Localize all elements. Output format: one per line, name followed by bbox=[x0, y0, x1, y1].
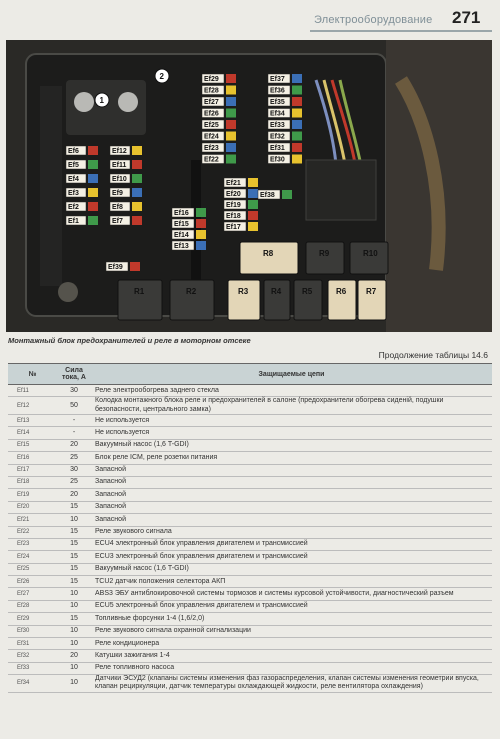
fuse-label-ef10: Ef10 bbox=[112, 176, 127, 183]
table-row bbox=[8, 397, 492, 415]
relay-r2-body bbox=[170, 280, 214, 320]
fuse-current: 10 bbox=[57, 638, 91, 650]
table-row bbox=[8, 563, 492, 575]
table-row bbox=[8, 385, 492, 397]
relay-r8-body bbox=[240, 242, 298, 274]
fuse-circuits: TCU2 датчик положения селектора АКП bbox=[91, 576, 492, 588]
fuse-circuits: ECU5 электронный блок управления двигателем и трансмиссией bbox=[91, 600, 492, 612]
fuse-circuits: Не используется bbox=[91, 427, 492, 439]
fuse-label-ef29: Ef29 bbox=[204, 76, 219, 83]
fuse-label-ef37: Ef37 bbox=[270, 76, 285, 83]
fuse-current: 20 bbox=[57, 650, 91, 662]
fuse-circuits: Вакуумный насос (1,6 T-GDI) bbox=[91, 563, 492, 575]
table-header-row bbox=[8, 364, 492, 385]
fuse-label-ef30: Ef30 bbox=[270, 156, 285, 164]
table-row bbox=[8, 675, 492, 693]
fuse-circuits: Реле звукового сигнала bbox=[91, 526, 492, 538]
header-circuits: Защищаемые цепи bbox=[91, 364, 492, 385]
table-continuation: Продолжение таблицы 14.6 bbox=[378, 350, 488, 360]
relay-r5-body bbox=[294, 280, 322, 320]
table-row bbox=[8, 514, 492, 526]
fuse-label-ef35: Ef35 bbox=[270, 99, 285, 106]
relay-r9-body bbox=[306, 242, 344, 274]
fuse-circuits: Реле топливного насоса bbox=[91, 662, 492, 674]
fuse-number: Ef14 bbox=[8, 427, 57, 439]
fuse-label-ef27-fuse bbox=[226, 97, 236, 106]
fuse-label-ef18: Ef18 bbox=[226, 213, 241, 220]
fuse-number: Ef30 bbox=[8, 625, 57, 637]
fuse-current: 25 bbox=[57, 476, 91, 488]
fuse-label-ef3: Ef3 bbox=[68, 190, 79, 197]
fuse-number: Ef20 bbox=[8, 501, 57, 513]
fuse-label-ef12-fuse bbox=[132, 146, 142, 155]
relay-r3-body bbox=[228, 280, 260, 320]
fuse-number: Ef24 bbox=[8, 551, 57, 563]
fuse-label-ef33: Ef33 bbox=[270, 122, 285, 129]
fuse-current: 10 bbox=[57, 588, 91, 600]
fuse-label-ef20: Ef20 bbox=[226, 191, 241, 198]
fuse-circuits: Запасной bbox=[91, 489, 492, 501]
fuse-label-ef6: Ef6 bbox=[68, 148, 79, 155]
fuse-label-ef11-fuse bbox=[132, 160, 142, 169]
fuse-table-body bbox=[8, 385, 492, 693]
fuse-label-ef5: Ef5 bbox=[68, 162, 79, 169]
fuse-current: 30 bbox=[57, 464, 91, 476]
fuse-circuits: Реле кондиционера bbox=[91, 638, 492, 650]
fuse-circuits: Датчики ЭСУД2 (клапаны системы изменения фаз газораспределения, клапан системы изменения геометрии впуска, клапан рециркуляции, датчик температуры охлаждающей жидкости, реле вентилятора охлаждения) bbox=[91, 675, 492, 693]
fuse-label-ef38: Ef38 bbox=[260, 192, 275, 199]
fuse-table bbox=[8, 363, 492, 693]
fuse-label-ef9-fuse bbox=[132, 188, 142, 197]
table-row bbox=[8, 650, 492, 662]
fuse-current: - bbox=[57, 427, 91, 439]
page-header bbox=[0, 0, 500, 36]
fuse-label-ef23-fuse bbox=[226, 143, 236, 152]
fuse-current: 20 bbox=[57, 439, 91, 451]
fuse-circuits: Топливные форсунки 1-4 (1,6/2,0) bbox=[91, 613, 492, 625]
fuse-number: Ef18 bbox=[8, 476, 57, 488]
fuse-number: Ef31 bbox=[8, 638, 57, 650]
fuse-label-ef6-fuse bbox=[88, 146, 98, 155]
fuse-label-ef22: Ef22 bbox=[204, 156, 219, 164]
fuse-label-ef9: Ef9 bbox=[112, 190, 123, 197]
fuse-label-ef38-fuse bbox=[282, 190, 292, 199]
fuse-label-ef22-fuse bbox=[226, 155, 236, 164]
fuse-label-ef29-fuse bbox=[226, 74, 236, 83]
fuse-circuits: Не используется bbox=[91, 414, 492, 426]
fuse-number: Ef15 bbox=[8, 439, 57, 451]
table-row bbox=[8, 452, 492, 464]
fuse-number: Ef23 bbox=[8, 538, 57, 550]
fuse-number: Ef29 bbox=[8, 613, 57, 625]
fuse-current: 10 bbox=[57, 662, 91, 674]
relay-r9: R9 bbox=[319, 249, 330, 258]
fuse-label-ef13: Ef13 bbox=[174, 243, 189, 250]
fuse-label-ef27: Ef27 bbox=[204, 99, 219, 106]
callout-2: 2 bbox=[159, 72, 164, 81]
table-row bbox=[8, 613, 492, 625]
relay-r4-body bbox=[264, 280, 290, 320]
fuse-current: 15 bbox=[57, 538, 91, 550]
fuse-label-ef31: Ef31 bbox=[270, 145, 285, 152]
header-no: № bbox=[8, 364, 57, 385]
photo-caption: Монтажный блок предохранителей и реле в моторном отсеке bbox=[8, 336, 251, 345]
relay-r8: R8 bbox=[263, 249, 274, 258]
table-row bbox=[8, 414, 492, 426]
fuse-label-ef28: Ef28 bbox=[204, 87, 219, 95]
fuse-label-ef39-fuse bbox=[130, 262, 140, 271]
fuse-label-ef31-fuse bbox=[292, 143, 302, 152]
fuse-label-ef12: Ef12 bbox=[112, 148, 127, 155]
fuse-label-ef14: Ef14 bbox=[174, 232, 189, 239]
fuse-number: Ef17 bbox=[8, 464, 57, 476]
fuse-label-ef17: Ef17 bbox=[226, 224, 241, 231]
fuse-circuits: ABS3 ЭБУ антиблокировочной системы тормозов и системы курсовой устойчивости, диагностический разъем bbox=[91, 588, 492, 600]
fuse-label-ef15: Ef15 bbox=[174, 221, 189, 228]
table-row bbox=[8, 464, 492, 476]
fuse-label-ef4: Ef4 bbox=[68, 176, 79, 183]
fuse-label-ef34-fuse bbox=[292, 109, 302, 118]
table-row bbox=[8, 427, 492, 439]
fuse-number: Ef26 bbox=[8, 576, 57, 588]
table-row bbox=[8, 489, 492, 501]
fuse-circuits: Запасной bbox=[91, 514, 492, 526]
relay-r2: R2 bbox=[186, 287, 197, 296]
fuse-number: Ef28 bbox=[8, 600, 57, 612]
fuse-label-ef25: Ef25 bbox=[204, 122, 219, 129]
table-row bbox=[8, 625, 492, 637]
fuse-label-ef1: Ef1 bbox=[68, 218, 79, 225]
fuse-label-ef36-fuse bbox=[292, 86, 302, 95]
fuse-circuits: Реле электрообогрева заднего стекла bbox=[91, 385, 492, 397]
fuse-label-ef21-fuse bbox=[248, 178, 258, 187]
fuse-box-illustration bbox=[6, 40, 492, 332]
fuse-label-ef25-fuse bbox=[226, 120, 236, 129]
fuse-label-ef28-fuse bbox=[226, 86, 236, 95]
fuse-label-ef24: Ef24 bbox=[204, 133, 219, 141]
relay-r1-body bbox=[118, 280, 162, 320]
fuse-label-ef16: Ef16 bbox=[174, 210, 189, 217]
fuse-label-ef24-fuse bbox=[226, 132, 236, 141]
fuse-current: 15 bbox=[57, 563, 91, 575]
fuse-current: 15 bbox=[57, 501, 91, 513]
fuse-number: Ef13 bbox=[8, 414, 57, 426]
relay-r10-body bbox=[350, 242, 388, 274]
fuse-current: 20 bbox=[57, 489, 91, 501]
fuse-number: Ef21 bbox=[8, 514, 57, 526]
fuse-label-ef35-fuse bbox=[292, 97, 302, 106]
table-row bbox=[8, 501, 492, 513]
fuse-current: 50 bbox=[57, 397, 91, 415]
fuse-label-ef16-fuse bbox=[196, 208, 206, 217]
fuse-number: Ef33 bbox=[8, 662, 57, 674]
table-row bbox=[8, 526, 492, 538]
table-row bbox=[8, 588, 492, 600]
fuse-current: 15 bbox=[57, 551, 91, 563]
fuse-label-ef1-fuse bbox=[88, 216, 98, 225]
fuse-circuits: Запасной bbox=[91, 501, 492, 513]
fuse-circuits: Запасной bbox=[91, 464, 492, 476]
fuse-label-ef32: Ef32 bbox=[270, 133, 285, 141]
relay-r7-body bbox=[358, 280, 386, 320]
fuse-current: 25 bbox=[57, 452, 91, 464]
relay-r6: R6 bbox=[336, 287, 347, 296]
relay-r3: R3 bbox=[238, 287, 249, 296]
fuse-number: Ef11 bbox=[8, 385, 57, 397]
relay-r10: R10 bbox=[363, 249, 378, 258]
fuse-label-ef3-fuse bbox=[88, 188, 98, 197]
fuse-current: 15 bbox=[57, 576, 91, 588]
fuse-number: Ef25 bbox=[8, 563, 57, 575]
fuse-number: Ef27 bbox=[8, 588, 57, 600]
fuse-circuits: Запасной bbox=[91, 476, 492, 488]
fuse-circuits: Вакуумный насос (1,6 T-GDI) bbox=[91, 439, 492, 451]
fuse-label-ef19: Ef19 bbox=[226, 202, 241, 209]
fuse-label-ef26: Ef26 bbox=[204, 110, 219, 118]
fuse-label-ef5-fuse bbox=[88, 160, 98, 169]
fuse-current: 15 bbox=[57, 613, 91, 625]
fuse-label-ef26-fuse bbox=[226, 109, 236, 118]
fuse-label-ef21: Ef21 bbox=[226, 180, 241, 187]
fuse-circuits: Катушки зажигания 1-4 bbox=[91, 650, 492, 662]
relay-r6-body bbox=[328, 280, 356, 320]
fuse-current: 10 bbox=[57, 625, 91, 637]
fuse-number: Ef16 bbox=[8, 452, 57, 464]
fuse-circuits: ECU3 электронный блок управления двигателем и трансмиссией bbox=[91, 551, 492, 563]
fuse-label-ef11: Ef11 bbox=[112, 162, 127, 169]
table-row bbox=[8, 476, 492, 488]
table-row bbox=[8, 638, 492, 650]
table-row bbox=[8, 600, 492, 612]
fuse-current: 10 bbox=[57, 514, 91, 526]
fuse-current: 30 bbox=[57, 385, 91, 397]
fuse-circuits: Блок реле ICM, реле розетки питания bbox=[91, 452, 492, 464]
fuse-label-ef20-fuse bbox=[248, 189, 258, 198]
fuse-label-ef19-fuse bbox=[248, 200, 258, 209]
fuse-label-ef33-fuse bbox=[292, 120, 302, 129]
table-row bbox=[8, 439, 492, 451]
fuse-current: 10 bbox=[57, 600, 91, 612]
header-amp: Сила тока, А bbox=[57, 364, 91, 385]
header-rule bbox=[310, 30, 492, 32]
fuse-circuits: Реле звукового сигнала охранной сигнализации bbox=[91, 625, 492, 637]
fuse-box-photo bbox=[6, 40, 492, 332]
fuse-label-ef8-fuse bbox=[132, 202, 142, 211]
fuse-label-ef17-fuse bbox=[248, 222, 258, 231]
fuse-label-ef32-fuse bbox=[292, 132, 302, 141]
fuse-number: Ef12 bbox=[8, 397, 57, 415]
fuse-label-ef13-fuse bbox=[196, 241, 206, 250]
fuse-label-ef10-fuse bbox=[132, 174, 142, 183]
fuse-label-ef36: Ef36 bbox=[270, 87, 285, 95]
fuse-label-ef7: Ef7 bbox=[112, 218, 123, 225]
relay-r1: R1 bbox=[134, 287, 145, 296]
fuse-label-ef34: Ef34 bbox=[270, 110, 285, 118]
callout-1: 1 bbox=[99, 96, 104, 105]
fuse-label-ef4-fuse bbox=[88, 174, 98, 183]
relay-r5: R5 bbox=[302, 287, 313, 296]
fuse-label-ef37-fuse bbox=[292, 74, 302, 83]
fuse-label-ef15-fuse bbox=[196, 219, 206, 228]
fuse-circuits: ECU4 электронный блок управления двигателем и трансмиссией bbox=[91, 538, 492, 550]
fuse-label-ef30-fuse bbox=[292, 155, 302, 164]
fuse-number: Ef22 bbox=[8, 526, 57, 538]
section-title: Электрооборудование bbox=[314, 14, 433, 26]
relay-r7: R7 bbox=[366, 287, 377, 296]
table-row bbox=[8, 576, 492, 588]
fuse-label-ef7-fuse bbox=[132, 216, 142, 225]
page-number: 271 bbox=[452, 8, 481, 27]
fuse-circuits: Колодка монтажного блока реле и предохранителей в салоне (предохранители обогрева сиденій, подушки безопасности, центрального замка) bbox=[91, 397, 492, 415]
fuse-number: Ef32 bbox=[8, 650, 57, 662]
table-row bbox=[8, 662, 492, 674]
fuse-label-ef2-fuse bbox=[88, 202, 98, 211]
table-row bbox=[8, 551, 492, 563]
fuse-current: 15 bbox=[57, 526, 91, 538]
fuse-label-ef39: Ef39 bbox=[108, 264, 123, 271]
fuse-label-ef23: Ef23 bbox=[204, 145, 219, 152]
fuse-label-ef8: Ef8 bbox=[112, 204, 123, 211]
fuse-current: 10 bbox=[57, 675, 91, 693]
fuse-label-ef18-fuse bbox=[248, 211, 258, 220]
relay-r4: R4 bbox=[271, 287, 282, 296]
fuse-label-ef2: Ef2 bbox=[68, 204, 79, 211]
fuse-label-ef14-fuse bbox=[196, 230, 206, 239]
table-row bbox=[8, 538, 492, 550]
fuse-number: Ef34 bbox=[8, 675, 57, 693]
fuse-current: - bbox=[57, 414, 91, 426]
fuse-number: Ef19 bbox=[8, 489, 57, 501]
